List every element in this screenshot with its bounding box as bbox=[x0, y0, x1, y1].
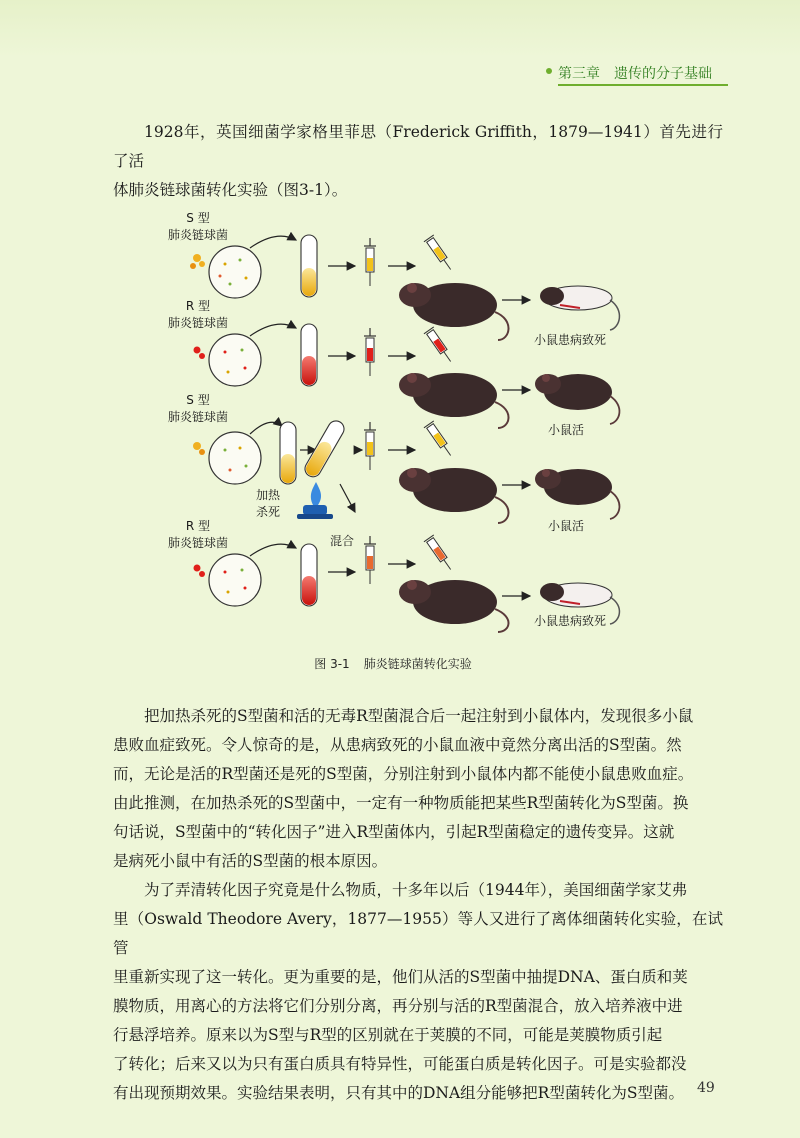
paragraph-2 bbox=[113, 876, 723, 1108]
p2-line: 行悬浮培养。原来以为S型与R型的区别就在于荚膜的不同，可能是荚膜物质引起 bbox=[113, 1026, 663, 1044]
caption-text: 肺炎链球菌转化实验 bbox=[363, 657, 472, 671]
p2-line: 膜物质，用离心的方法将它们分别分离，再分别与活的R型菌混合，放入培养液中进 bbox=[113, 997, 683, 1015]
row-1-label bbox=[168, 210, 228, 244]
bacteria-type-label: R 型 bbox=[185, 519, 211, 533]
result-label-4: 小鼠患病致死 bbox=[534, 614, 607, 628]
syringe-icon bbox=[364, 422, 376, 470]
tilted-test-tube-icon bbox=[302, 418, 347, 480]
petri-dish-icon bbox=[209, 554, 261, 606]
p2-line: 为了弄清转化因子究竟是什么物质，十多年以后（1944年），美国细菌学家艾弗 bbox=[144, 881, 688, 899]
caption-number: 图 3-1 bbox=[314, 657, 350, 671]
p2-line: 里重新实现了这一转化。更为重要的是，他们从活的S型菌中抽提DNA、蛋白质和荚 bbox=[113, 968, 688, 986]
p1-line: 把加热杀死的S型菌和活的无毒R型菌混合后一起注射到小鼠体内，发现很多小鼠 bbox=[144, 707, 694, 725]
intro-line-2: 体肺炎链球菌转化实验（图3-1）。 bbox=[113, 181, 348, 199]
result-label-3: 小鼠活 bbox=[548, 519, 585, 533]
heat-label: 加热 bbox=[256, 488, 281, 502]
mouse-icon bbox=[399, 373, 509, 428]
p1-line: 由此推测，在加热杀死的S型菌中，一定有一种物质能把某些R型菌转化为S型菌。换 bbox=[113, 794, 689, 812]
p2-line: 有出现预期效果。实验结果表明，只有其中的DNA组分能够把R型菌转化为S型菌。 bbox=[113, 1084, 684, 1102]
petri-dish-icon bbox=[209, 432, 261, 484]
p2-line: 里（Oswald Theodore Avery，1877—1955）等人又进行了离体细菌转化实验，在试管 bbox=[113, 910, 723, 957]
mix-label: 混合 bbox=[330, 534, 355, 548]
dead-mouse-icon bbox=[540, 286, 619, 330]
intro-line-1: 1928年，英国细菌学家格里菲思（Frederick Griffith，1879—1941）首先进行了活 bbox=[113, 123, 723, 170]
chapter-header bbox=[558, 62, 728, 86]
paragraph-1 bbox=[113, 702, 723, 876]
chapter-bullet-icon bbox=[546, 68, 552, 74]
intro-paragraph bbox=[113, 118, 723, 205]
result-label-2: 小鼠活 bbox=[548, 423, 585, 437]
live-mouse-icon bbox=[535, 469, 619, 519]
bacteria-type-label: R 型 bbox=[185, 299, 211, 313]
row-4-label bbox=[168, 518, 228, 552]
row-1-s-live bbox=[190, 235, 619, 340]
live-mouse-icon bbox=[535, 374, 619, 424]
heat-kill-label bbox=[256, 487, 280, 521]
header-band bbox=[0, 0, 800, 58]
bacteria-name-label: 肺炎链球菌 bbox=[168, 536, 229, 550]
chapter-number: 第三章 bbox=[558, 66, 600, 82]
p1-line: 句话说，S型菌中的“转化因子”进入R型菌体内，引起R型菌稳定的遗传变异。这就 bbox=[113, 823, 675, 841]
syringe-icon bbox=[364, 536, 376, 584]
bacteria-type-label: S 型 bbox=[186, 211, 210, 225]
syringe-icon bbox=[364, 238, 376, 286]
row-3-label bbox=[168, 392, 228, 426]
petri-dish-icon bbox=[209, 246, 261, 298]
mouse-icon bbox=[399, 580, 509, 632]
row-2-label bbox=[168, 298, 228, 332]
bacteria-name-label: 肺炎链球菌 bbox=[168, 228, 229, 242]
figure-caption bbox=[0, 655, 800, 672]
p1-line: 是病死小鼠中有活的S型菌的根本原因。 bbox=[113, 852, 388, 870]
syringe-icon bbox=[364, 328, 376, 376]
page-number: 49 bbox=[697, 1080, 715, 1096]
syringe-injecting-icon bbox=[424, 235, 456, 273]
transformation-figure bbox=[150, 200, 650, 640]
p1-line: 患败血症致死。令人惊奇的是，从患病致死的小鼠血液中竟然分离出活的S型菌。然 bbox=[113, 736, 682, 754]
syringe-injecting-icon bbox=[424, 327, 456, 365]
bacteria-type-label: S 型 bbox=[186, 393, 210, 407]
syringe-injecting-icon bbox=[424, 421, 456, 459]
bacteria-name-label: 肺炎链球菌 bbox=[168, 410, 229, 424]
mouse-icon bbox=[399, 468, 509, 523]
bacteria-name-label: 肺炎链球菌 bbox=[168, 316, 229, 330]
petri-dish-icon bbox=[209, 334, 261, 386]
result-label-1: 小鼠患病致死 bbox=[534, 333, 607, 347]
mouse-icon bbox=[399, 283, 509, 340]
chapter-title: 遗传的分子基础 bbox=[614, 66, 712, 82]
colony-dots-icon bbox=[190, 254, 205, 269]
p1-line: 而，无论是活的R型菌还是死的S型菌，分别注射到小鼠体内都不能使小鼠患败血症。 bbox=[113, 765, 694, 783]
kill-label: 杀死 bbox=[256, 505, 281, 519]
burner-icon bbox=[297, 482, 333, 519]
p2-line: 了转化；后来又以为只有蛋白质具有特异性，可能蛋白质是转化因子。可是实验都没 bbox=[113, 1055, 687, 1073]
syringe-injecting-icon bbox=[424, 535, 456, 573]
